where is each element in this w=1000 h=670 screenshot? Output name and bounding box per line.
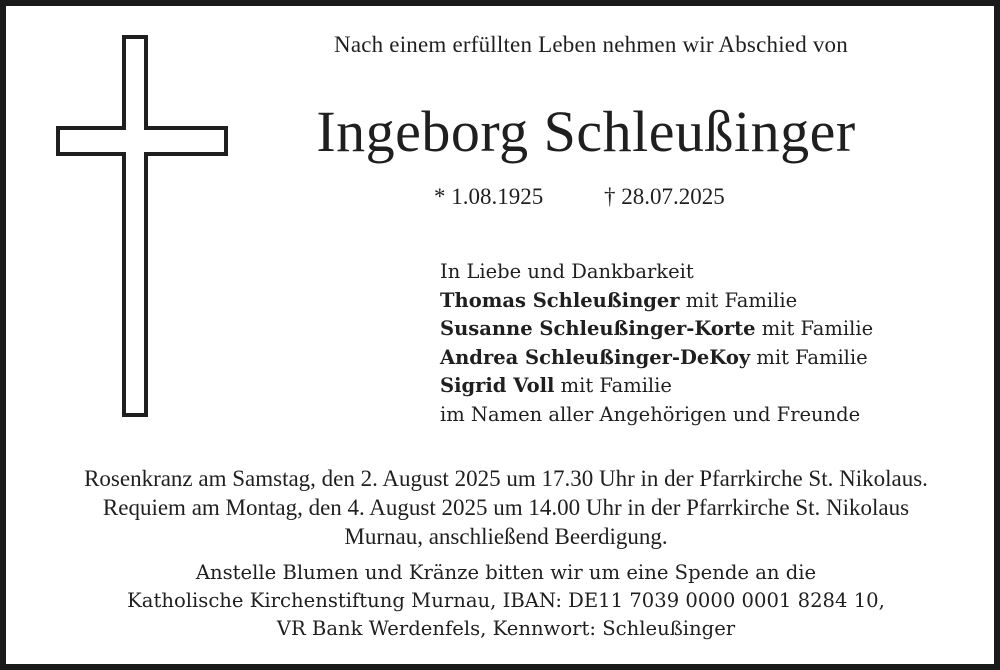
donation-request: Anstelle Blumen und Kränze bitten wir um eine Spende an die xyxy=(195,561,817,584)
donation-reference: VR Bank Werdenfels, Kennwort: Schleußinger xyxy=(276,617,736,640)
mourner-line xyxy=(440,344,873,373)
mourners-closing: im Namen aller Angehörigen und Freunde xyxy=(440,402,861,426)
burial-line: Murnau, anschließend Beerdigung. xyxy=(344,524,668,549)
latin-cross-icon xyxy=(54,33,230,419)
death-date: † 28.07.2025 xyxy=(604,184,725,209)
mourners-opening: In Liebe und Dankbarkeit xyxy=(440,260,694,283)
donation-bank-iban: Katholische Kirchenstiftung Murnau, IBAN: DE11 7039 0000 0001 8284 10, xyxy=(127,589,885,612)
mourner-line xyxy=(440,372,873,401)
requiem-line: Requiem am Montag, den 4. August 2025 um 14.00 Uhr in der Pfarrkirche St. Nikolaus xyxy=(102,495,910,520)
mourner-name: Andrea Schleußinger-DeKoy xyxy=(440,345,751,369)
mourners-list xyxy=(440,258,873,429)
mourner-name: Sigrid Voll xyxy=(440,374,555,397)
mourner-suffix: mit Familie xyxy=(755,317,874,340)
mourner-name: Susanne Schleußinger-Korte xyxy=(440,317,756,340)
rosary-line: Rosenkranz am Samstag, den 2. August 2025 um 17.30 Uhr in der Pfarrkirche St. Nikolaus. xyxy=(84,466,928,491)
mourner-line xyxy=(440,287,873,316)
mourner-suffix: mit Familie xyxy=(679,288,798,312)
mourner-name: Thomas Schleußinger xyxy=(440,288,680,312)
service-details xyxy=(6,464,1000,551)
mourner-suffix: mit Familie xyxy=(750,345,868,369)
mourner-suffix: mit Familie xyxy=(554,374,672,397)
mourner-line xyxy=(440,315,873,344)
donation-details xyxy=(6,559,1000,643)
intro-text: Nach einem erfüllten Leben nehmen wir Abschied von xyxy=(334,32,848,57)
deceased-name: Ingeborg Schleußinger xyxy=(316,99,856,164)
birth-date: * 1.08.1925 xyxy=(434,184,544,209)
